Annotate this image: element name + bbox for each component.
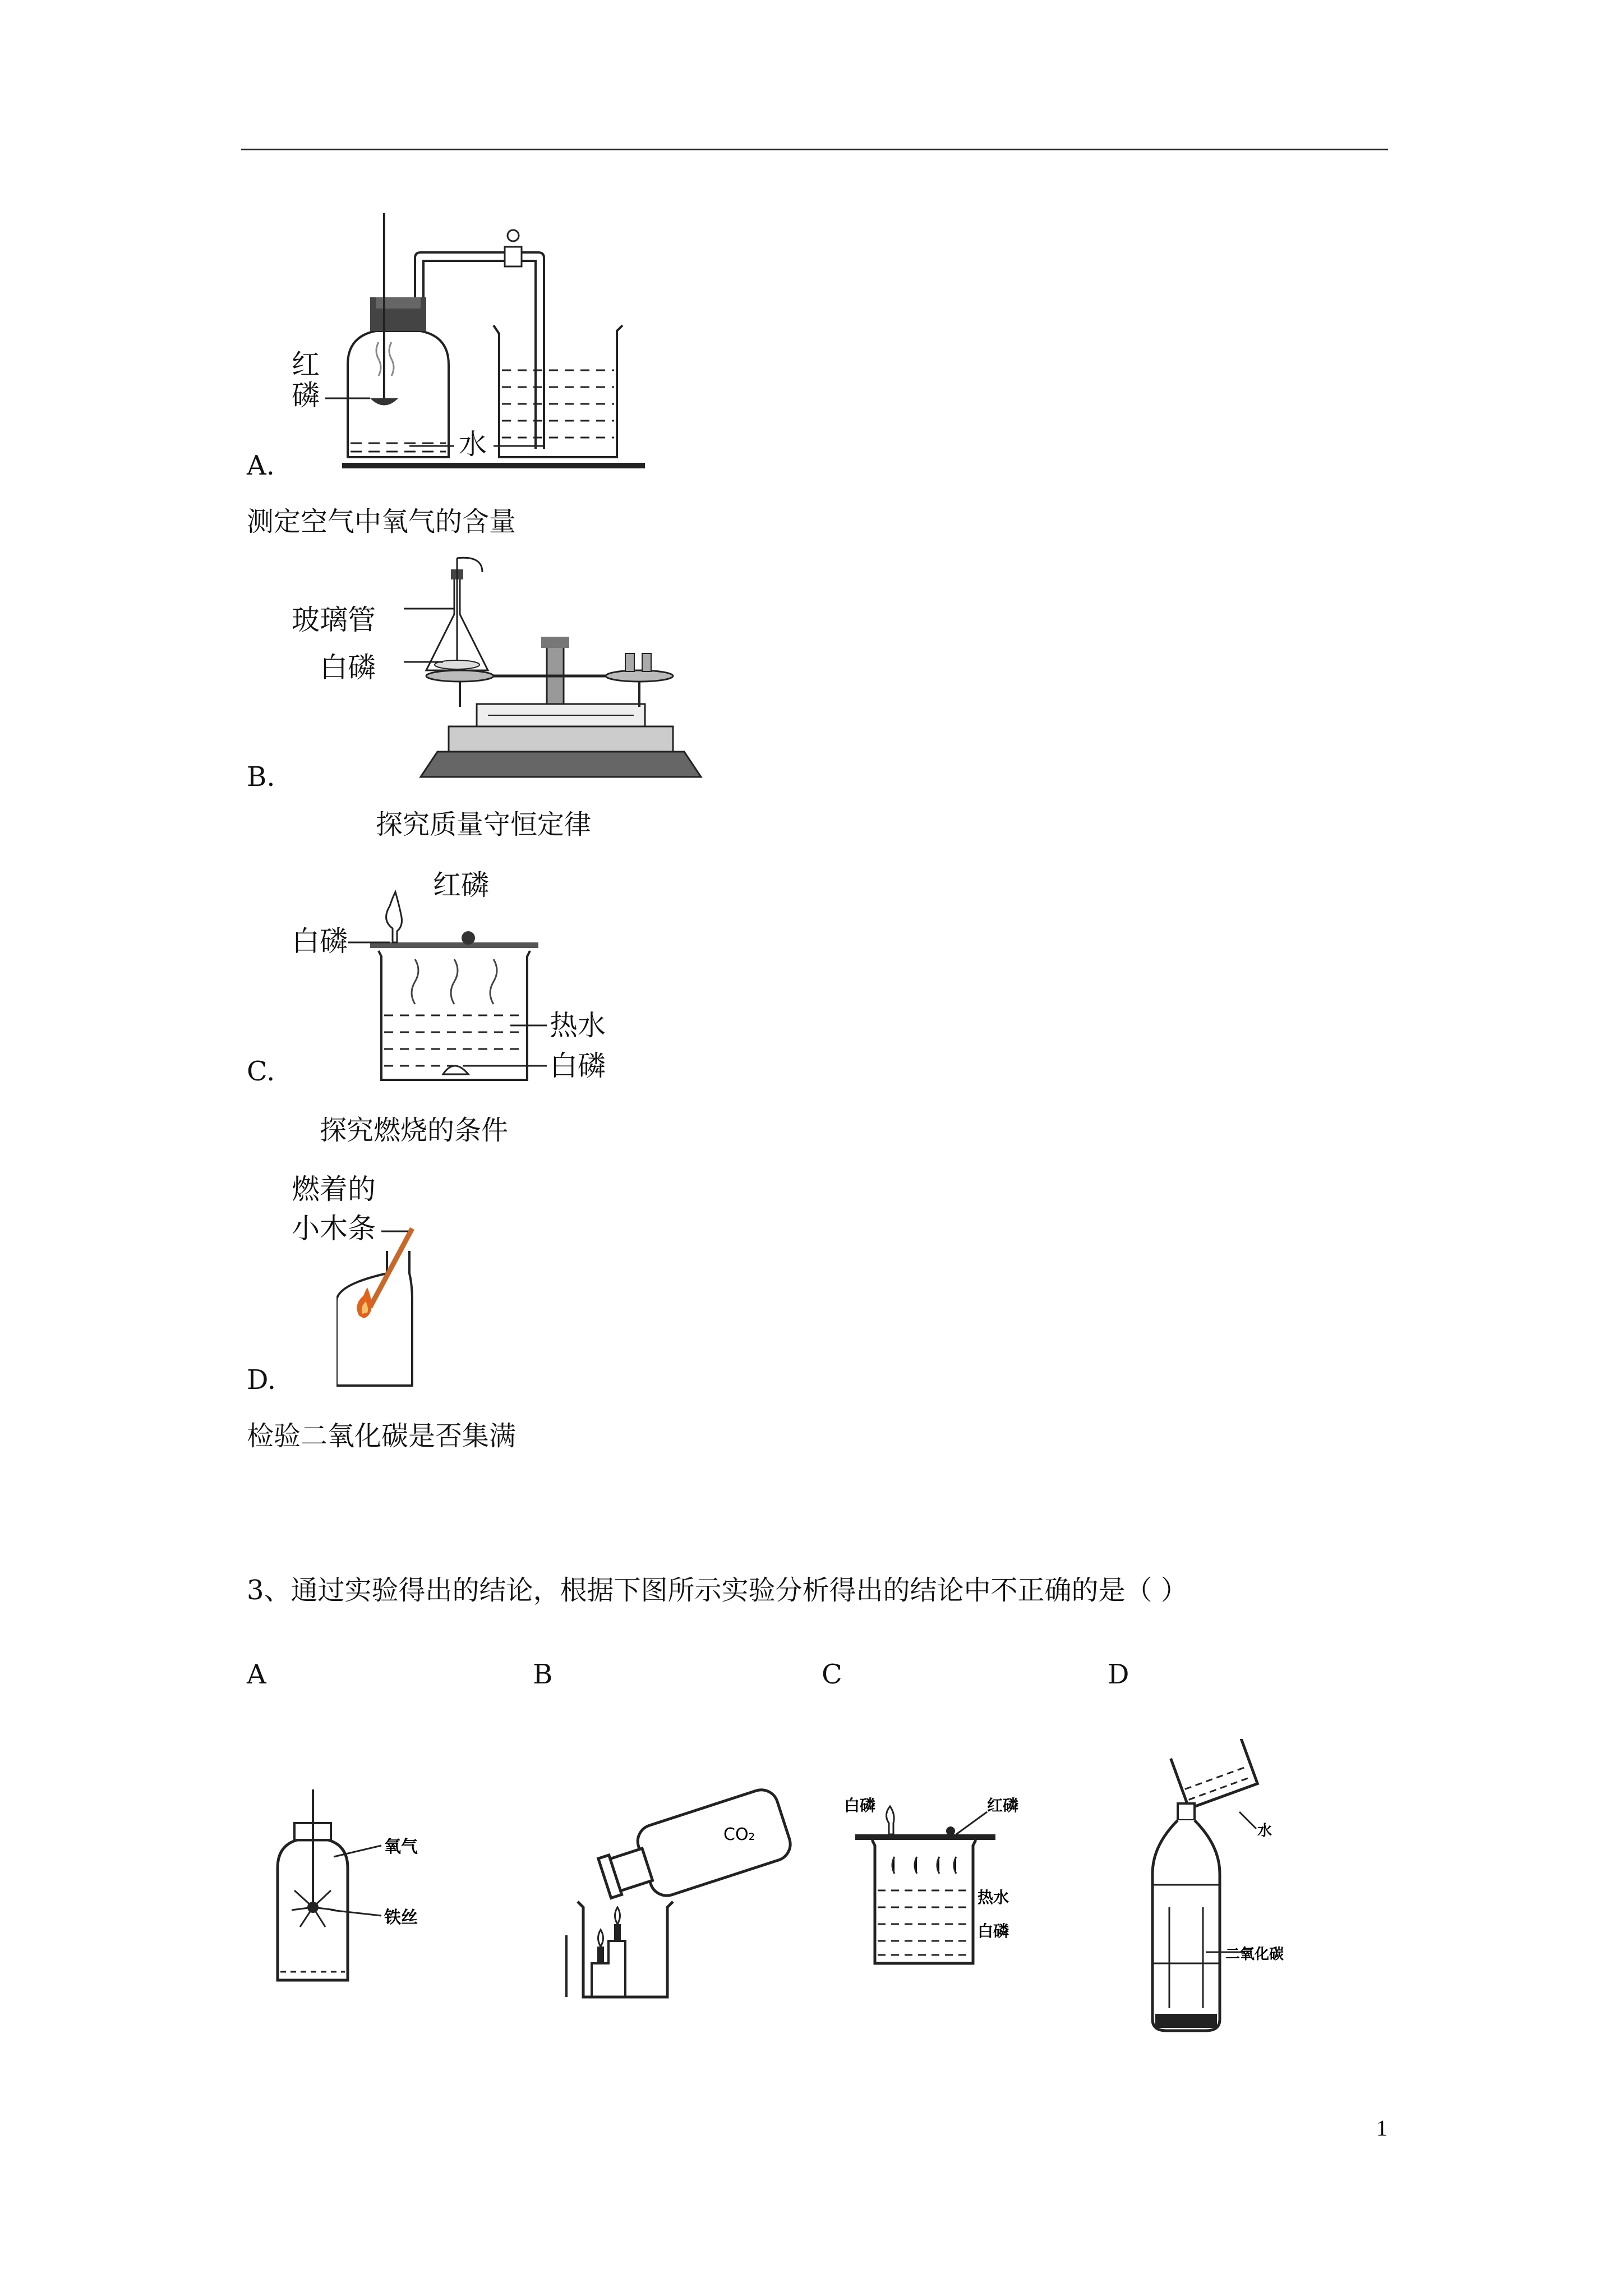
label-glass-tube: 玻璃管	[292, 604, 376, 636]
label-water: 水	[459, 428, 487, 461]
option-b-letter: B.	[247, 761, 275, 793]
q3c-white-p2-label: 白磷	[978, 1922, 1009, 1940]
option-d-letter: D.	[247, 1364, 276, 1396]
q3d-water-label: 水	[1257, 1823, 1272, 1839]
option-a-letter: A.	[247, 450, 275, 481]
header-rule	[241, 149, 1388, 150]
q3-figure-a-iron-in-oxygen	[269, 1789, 460, 1991]
q3-letter-a: A	[247, 1659, 266, 1690]
q3b-co2-label: CO₂	[723, 1825, 755, 1844]
option-a-caption: 测定空气中氧气的含量	[247, 506, 517, 537]
q3-figure-b-co2-candles	[555, 1773, 802, 2008]
page-number: 1	[1376, 2115, 1387, 2141]
label-burning-stick-1: 燃着的	[292, 1173, 376, 1205]
q3a-iron-label: 铁丝	[384, 1908, 418, 1927]
q3c-red-p-label: 红磷	[987, 1796, 1019, 1815]
q3c-hot-water-label: 热水	[978, 1888, 1009, 1907]
q3a-oxygen-label: 氧气	[384, 1837, 418, 1857]
figure-b-mass-conservation-balance	[404, 553, 718, 788]
label-red-phosphorus-c: 红磷	[433, 869, 489, 901]
q3-figure-d-co2-bottle	[1127, 1739, 1363, 2042]
label-white-phosphorus: 白磷	[320, 651, 376, 684]
label-red-phosphorus-2: 磷	[292, 379, 320, 412]
option-c-letter: C.	[247, 1056, 275, 1087]
label-burning-stick-2: 小木条	[292, 1212, 376, 1245]
label-white-phosphorus-bottom: 白磷	[550, 1050, 606, 1082]
q3d-co2-label: 二氧化碳	[1225, 1946, 1284, 1963]
question-3-text: 3、通过实验得出的结论，根据下图所示实验分析得出的结论中不正确的是（ ）	[247, 1575, 1188, 1606]
q3-figure-c-combustion	[844, 1784, 1029, 1975]
label-red-phosphorus-1: 红	[292, 348, 320, 381]
q3c-white-p-label: 白磷	[844, 1796, 876, 1815]
label-hot-water: 热水	[550, 1009, 606, 1042]
q3-letter-d: D	[1108, 1659, 1129, 1690]
q3-letter-c: C	[822, 1659, 842, 1690]
label-white-phosphorus-top: 白磷	[292, 925, 348, 958]
option-b-caption: 探究质量守恒定律	[376, 809, 592, 840]
option-c-caption: 探究燃烧的条件	[320, 1115, 509, 1146]
q3-letter-b: B	[533, 1659, 553, 1690]
option-d-caption: 检验二氧化碳是否集满	[247, 1420, 517, 1452]
